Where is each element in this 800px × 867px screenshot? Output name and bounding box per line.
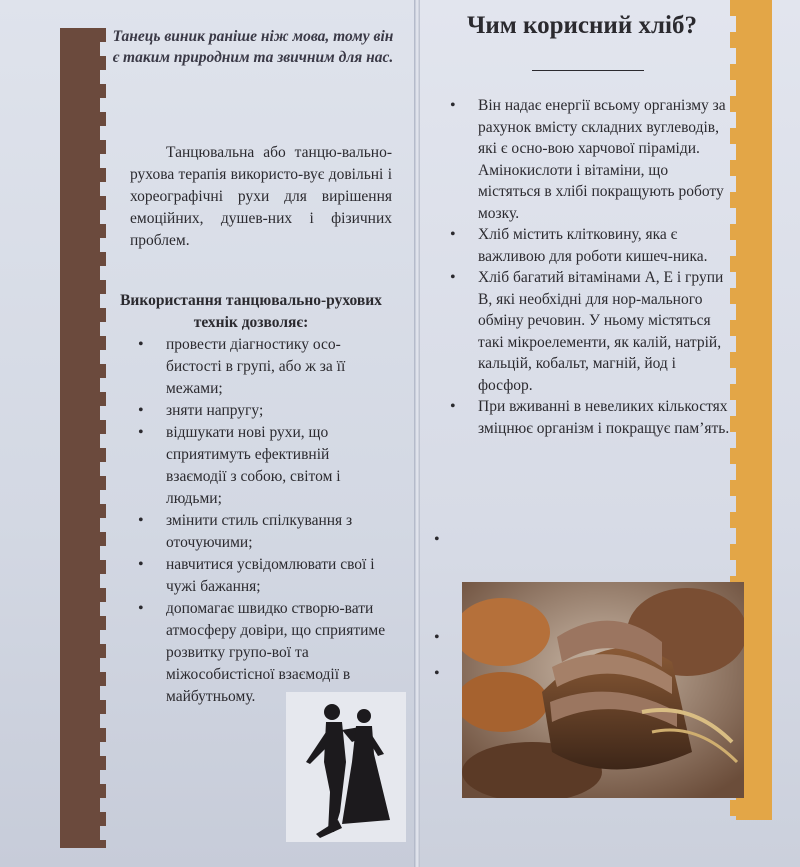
list-item: • зняти напругу; bbox=[136, 400, 386, 422]
list-item: • Він надає енергії всьому організму за рахунок вмісту складних вуглеводів, які є осно-вою харчової піраміди. Амінокислоти і вітаміни, що містяться в хлібі покращують роботу мозку. bbox=[448, 95, 732, 224]
left-decorative-strip bbox=[60, 28, 100, 848]
page-fold bbox=[414, 0, 420, 867]
dance-therapy-paragraph: Танцювальна або танцю-вально-рухова терапія використо-вує довільні і хореографічні рухи для вирішення емоційних, душев-них і фізичних проблем. bbox=[130, 144, 392, 249]
list-item: • При вживанні в невеликих кількостях зміцнює організм і покращує пам’ять. bbox=[448, 396, 732, 439]
dance-motto: Танець виник раніше ніж мова, тому він є таким природним та звичним для нас. bbox=[112, 28, 394, 66]
list-item: • відшукати нові рухи, що сприятимуть ефективній взаємодії з собою, світом і людьми; bbox=[136, 422, 386, 510]
list-item: • допомагає швидко створю-вати атмосферу довіри, що сприятиме розвитку групо-вої та міжособистісної взаємодії в майбутньому. bbox=[136, 598, 386, 708]
stray-bullet: • bbox=[434, 665, 440, 682]
stray-bullet: • bbox=[434, 531, 440, 548]
page-title: Чим корисний хліб? bbox=[467, 12, 697, 39]
list-item: • Хліб багатий вітамінами А, Е і групи В, які необхідні для нор-мального обміну речовин. У ньому містяться такі мікроелементи, як калій, натрій, кальцій, кобальт, магній, йод і фосфор. bbox=[448, 267, 732, 396]
bread-photo bbox=[462, 582, 744, 798]
dancing-couple-icon bbox=[286, 692, 406, 842]
uses-heading: Використання танцювально-рухових технік дозволяє: bbox=[120, 292, 382, 331]
list-item: • провести діагностику осо-бистості в групі, або ж за її межами; bbox=[136, 334, 386, 400]
list-item: • Хліб містить клітковину, яка є важливою для роботи кишеч-ника. bbox=[448, 224, 732, 267]
list-item: • навчитися усвідомлювати свої і чужі бажання; bbox=[136, 554, 386, 598]
stray-bullet: • bbox=[434, 629, 440, 646]
list-item: • змінити стиль спілкування з оточуючими; bbox=[136, 510, 386, 554]
uses-list bbox=[136, 334, 386, 708]
bread-benefits-list bbox=[448, 95, 732, 439]
title-underline bbox=[532, 70, 644, 71]
